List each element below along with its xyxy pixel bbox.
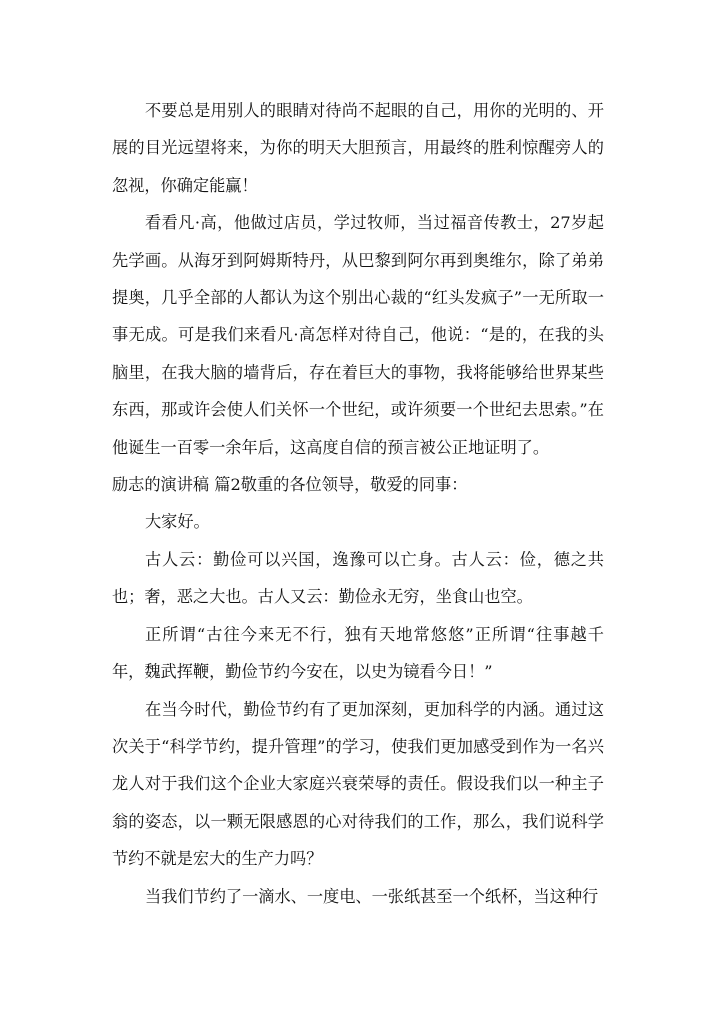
paragraph-2: 看看凡·高，他做过店员，学过牧师，当过福音传教士，27岁起先学画。从海牙到阿姆斯特丹，从巴黎到阿尔再到奥维尔，除了弟弟提奥，几乎全部的人都认为这个别出心裁的“红头发疯子”一无所取一事无成。可是我们来看凡·高怎样对待自己，他说：“是的，在我的头脑里，在我大脑的墙背后，存在着巨大的事物，我将能够给世界某些东西，那或许会使人们关怀一个世纪，或许须要一个世纪去思索。”在他诞生一百零一余年后，这高度自信的预言被公正地证明了。 bbox=[112, 213, 604, 457]
paragraph-8: 当我们节约了一滴水、一度电、一张纸甚至一个纸杯，当这种行 bbox=[145, 886, 599, 906]
paragraph-3-heading: 励志的演讲稿 篇2敬重的各位领导，敬爱的同事： bbox=[112, 475, 468, 495]
paragraph-5: 古人云：勤俭可以兴国，逸豫可以亡身。古人云：俭，德之共也；奢，恶之大也。古人又云：勤俭永无穷，坐食山也空。 bbox=[112, 549, 604, 607]
paragraph-4-greeting: 大家好。 bbox=[145, 512, 210, 532]
document-body bbox=[112, 92, 604, 915]
paragraph-7: 在当今时代，勤俭节约有了更加深刻，更加科学的内涵。通过这次关于“科学节约，提升管理”的学习，使我们更加感受到作为一名兴龙人对于我们这个企业大家庭兴衰荣辱的责任。假设我们以一种主子翁的姿态，以一颗无限感恩的心对待我们的工作，那么，我们说科学节约不就是宏大的生产力吗？ bbox=[112, 699, 604, 869]
paragraph-6: 正所谓“古往今来无不行，独有天地常悠悠”正所谓“往事越千年，魏武挥鞭，勤俭节约今安在，以史为镜看今日！” bbox=[112, 624, 604, 682]
paragraph-1: 不要总是用别人的眼睛对待尚不起眼的自己，用你的光明的、开展的目光远望将来，为你的明天大胆预言，用最终的胜利惊醒旁人的忽视，你确定能赢！ bbox=[112, 101, 604, 195]
